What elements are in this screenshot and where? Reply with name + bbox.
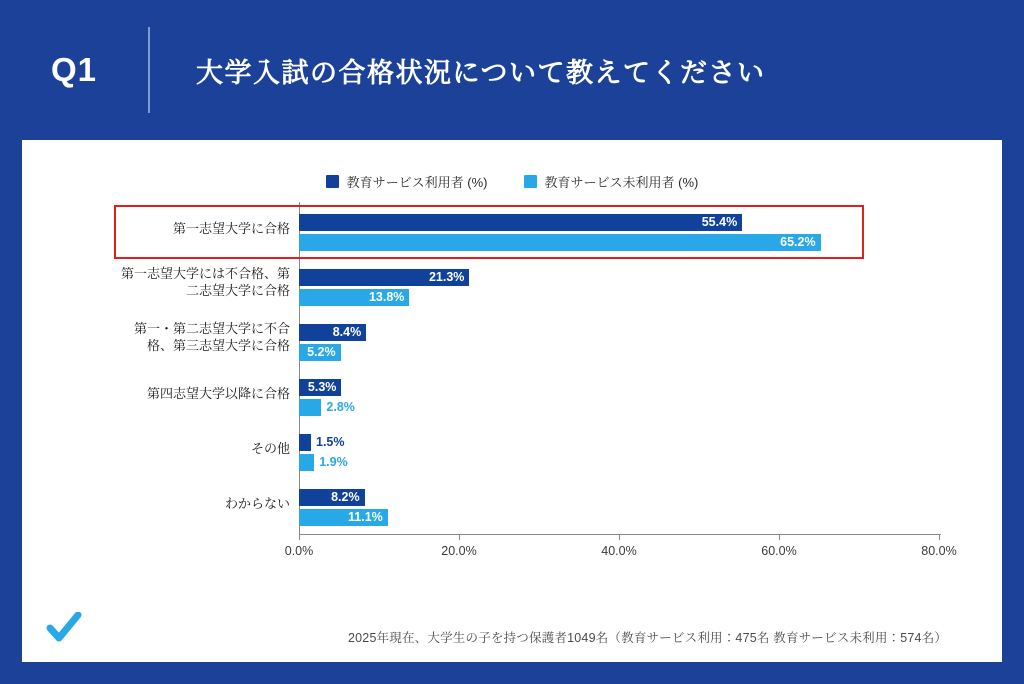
bar-secondary (299, 399, 355, 416)
category-label: 第一・第二志望大学に不合格、第三志望大学に合格 (133, 321, 290, 353)
chart-card (22, 140, 1002, 662)
bar-value-secondary: 2.8% (326, 400, 355, 414)
chart-row (22, 318, 1002, 370)
bar-value-primary: 21.3% (428, 270, 465, 284)
bar-primary (299, 379, 341, 396)
bar-value-primary: 5.3% (307, 380, 337, 394)
footer-note: 2025年現在、大学生の子を持つ保護者1049名（教育サービス利用：475名 教育サービス未利用：574名） (348, 631, 948, 645)
bar-value-primary: 1.5% (316, 435, 345, 449)
bar-secondary (299, 509, 388, 526)
category-label: 第四志望大学以降に合格 (146, 386, 290, 401)
bar-value-primary: 55.4% (701, 215, 738, 229)
logo-text: じゅけラボ予備校 (90, 623, 286, 651)
bar-value-secondary: 13.8% (368, 290, 405, 304)
bar-value-primary: 8.4% (332, 325, 362, 339)
bar-group (299, 379, 355, 416)
page-title: 大学入試の合格状況について教えてください (196, 57, 766, 88)
x-tick-label-2: 40.0% (601, 544, 637, 558)
bar-primary (299, 434, 345, 451)
legend-item-1 (524, 172, 699, 191)
bar-group (299, 214, 821, 251)
bar-group (299, 269, 469, 306)
bar-value-secondary: 5.2% (307, 345, 336, 359)
category-label: 第一志望大学に合格 (172, 221, 290, 236)
bar-value-secondary: 11.1% (348, 510, 383, 524)
chart-row (22, 483, 1002, 535)
chart-plot-area (22, 202, 1002, 602)
bar-group (299, 434, 348, 471)
bar-primary (299, 214, 742, 231)
chart-row (22, 373, 1002, 425)
bar-value-secondary: 65.2% (780, 235, 816, 249)
question-number: Q1 (50, 51, 98, 88)
bar-secondary (299, 344, 341, 361)
bar-value-secondary: 1.9% (319, 455, 348, 469)
book-check-icon (38, 612, 84, 656)
category-label: わからない (224, 496, 290, 511)
bar-group (299, 324, 366, 361)
bar-primary (299, 489, 365, 506)
category-label: その他 (250, 441, 290, 456)
chart-row (22, 428, 1002, 480)
x-tick-label-3: 60.0% (761, 544, 797, 558)
bar-secondary (299, 289, 409, 306)
legend-swatch-primary (326, 175, 339, 188)
x-tick-label-1: 20.0% (441, 544, 477, 558)
bar-group (299, 489, 388, 526)
legend-item-0 (326, 172, 488, 191)
brand-logo (38, 612, 286, 656)
chart-row (22, 208, 1002, 260)
bar-secondary (299, 454, 348, 471)
x-tick-label-4: 80.0% (921, 544, 957, 558)
chart-row (22, 263, 1002, 315)
legend-label-primary: 教育サービス利用者 (%) (346, 175, 488, 190)
bar-value-primary: 8.2% (331, 490, 360, 504)
logo-mark-icon (38, 612, 84, 656)
bar-primary (299, 324, 366, 341)
slide-header (0, 0, 1024, 140)
x-tick-label-0: 0.0% (284, 544, 314, 558)
chart-legend (22, 172, 1002, 191)
bar-primary (299, 269, 469, 286)
legend-label-secondary: 教育サービス未利用者 (%) (544, 175, 699, 190)
category-label: 第一志望大学には不合格、第二志望大学に合格 (120, 266, 290, 298)
bar-secondary (299, 234, 821, 251)
legend-swatch-secondary (524, 175, 537, 188)
